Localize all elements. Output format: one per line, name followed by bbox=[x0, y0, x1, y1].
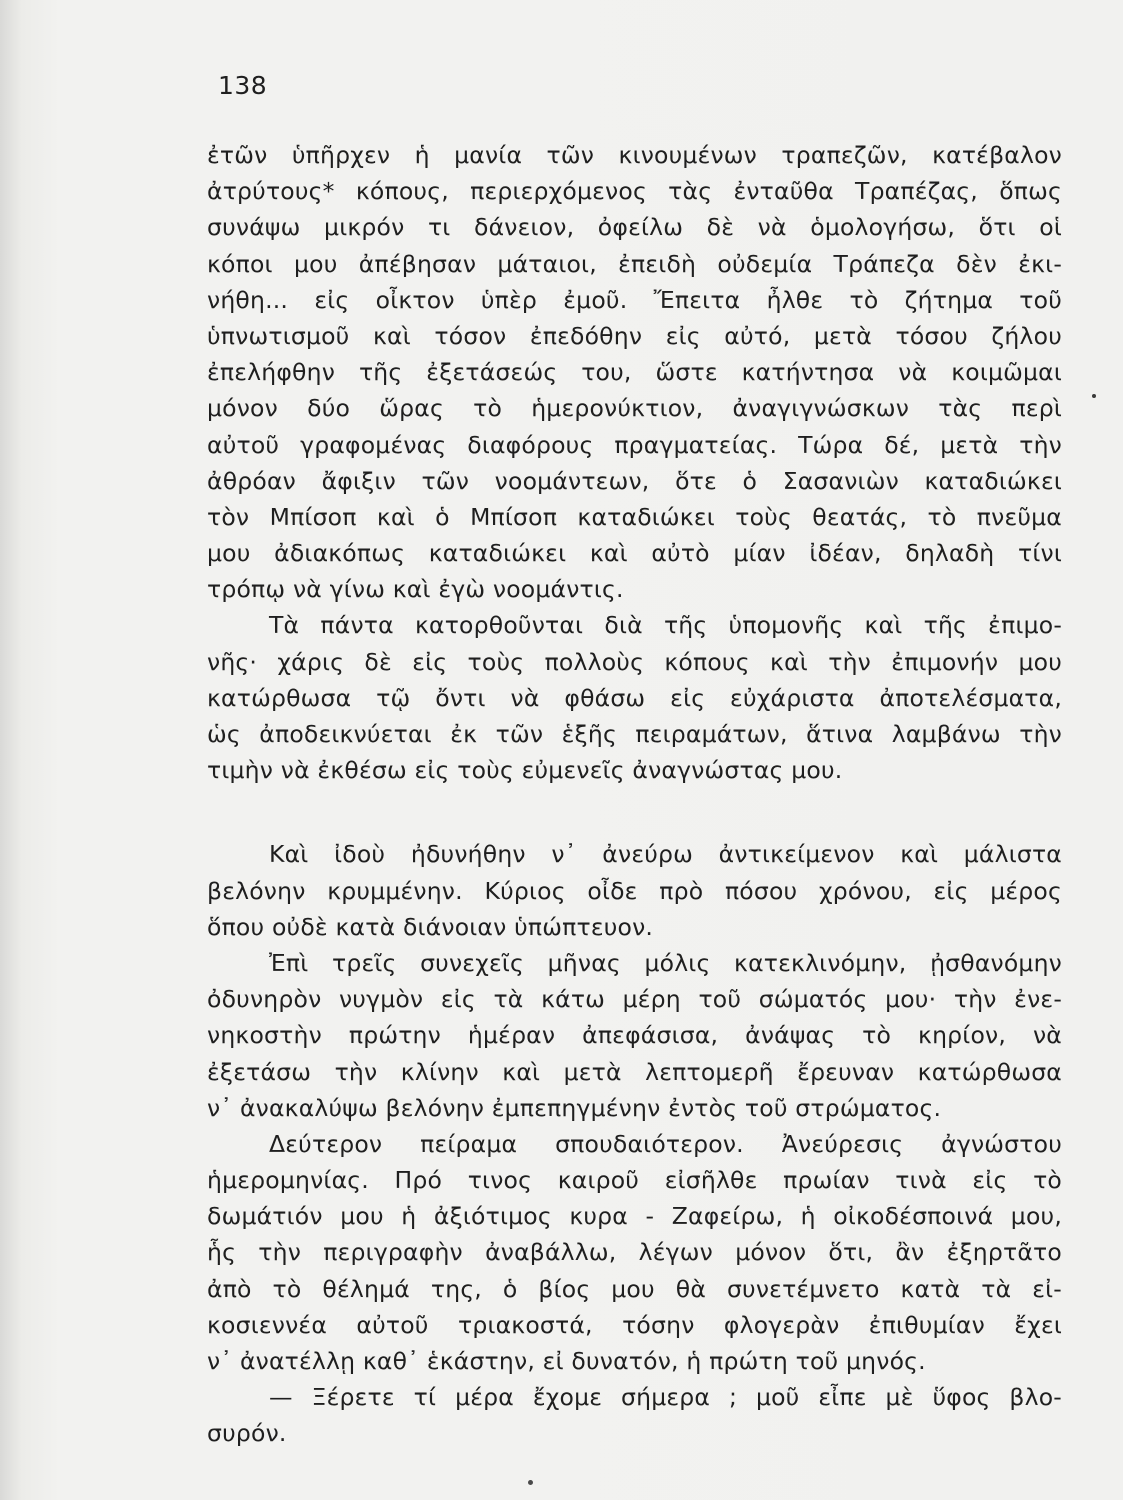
text-line: ἡμερομηνίας. Πρό τινος καιροῦ εἰσῆλθε πρωίαν τινὰ εἰς τὸ bbox=[207, 1166, 1062, 1195]
text-line: Καὶ ἰδοὺ ἠδυνήθην ν᾽ ἀνεύρω ἀντικείμενον καὶ μάλιστα bbox=[269, 840, 1062, 869]
text-line: ὅπου οὐδὲ κατὰ διάνοιαν ὑπώπτευον. bbox=[207, 912, 654, 941]
text-line: ἀθρόαν ἄφιξιν τῶν νοομάντεων, ὅτε ὁ Σασανιὼν καταδιώκει bbox=[207, 466, 1062, 495]
section-gap bbox=[207, 788, 1062, 836]
text-line: ἐξετάσω τὴν κλίνην καὶ μετὰ λεπτομερῆ ἔρευναν κατώρθωσα bbox=[207, 1057, 1062, 1086]
text-line: ὀδυνηρὸν νυγμὸν εἰς τὰ κάτω μέρη τοῦ σώματός μου· τὴν ἐνε- bbox=[207, 985, 1062, 1014]
text-line: κόποι μου ἀπέβησαν μάταιοι, ἐπειδὴ οὐδεμία Τράπεζα δὲν ἐκι- bbox=[207, 249, 1062, 278]
text-line: δωμάτιόν μου ἡ ἀξιότιμος κυρα - Ζαφείρω, ἡ οἰκοδέσποινά μου, bbox=[207, 1202, 1062, 1231]
text-line: Δεύτερον πείραμα σπουδαιότερον. Ἀνεύρεσις ἀγνώστου bbox=[269, 1129, 1062, 1158]
page-number: 138 bbox=[218, 71, 268, 100]
text-line: Ἐπὶ τρεῖς συνεχεῖς μῆνας μόλις κατεκλινόμην, ᾐσθανόμην bbox=[269, 948, 1062, 977]
text-line: συνάψω μικρόν τι δάνειον, ὀφείλω δὲ νὰ ὁμολογήσω, ὅτι οἱ bbox=[207, 213, 1062, 242]
margin-mark bbox=[1092, 394, 1096, 398]
text-line: κατώρθωσα τῷ ὄντι νὰ φθάσω εἰς εὐχάριστα ἀποτελέσματα, bbox=[207, 683, 1062, 712]
text-line: νῆς· χάρις δὲ εἰς τοὺς πολλοὺς κόπους καὶ τὴν ἐπιμονήν μου bbox=[207, 647, 1062, 676]
text-line: ν᾽ ἀνακαλύψω βελόνην ἐμπεπηγμένην ἐντὸς τοῦ στρώματος. bbox=[207, 1093, 942, 1122]
text-line: ν᾽ ἀνατέλλῃ καθ᾽ ἑκάστην, εἰ δυνατόν, ἡ πρώτη τοῦ μηνός. bbox=[207, 1347, 926, 1375]
text-line: ἐτῶν ὑπῆρχεν ἡ μανία τῶν κινουμένων τραπεζῶν, κατέβαλον bbox=[207, 141, 1062, 169]
text-line: τὸν Μπίσοπ καὶ ὁ Μπίσοπ καταδιώκει τοὺς θεατάς, τὸ πνεῦμα bbox=[207, 502, 1062, 531]
footer-mark bbox=[528, 1480, 533, 1485]
text-line: νήθη... εἰς οἶκτον ὑπὲρ ἐμοῦ. Ἔπειτα ἦλθε τὸ ζήτημα τοῦ bbox=[207, 285, 1062, 314]
text-line: μου ἀδιακόπως καταδιώκει καὶ αὐτὸ μίαν ἰδέαν, δηλαδὴ τίνι bbox=[207, 539, 1062, 568]
text-line: ἀτρύτους* κόπους, περιερχόμενος τὰς ἐνταῦθα Τραπέζας, ὅπως bbox=[207, 177, 1062, 206]
text-line: νηκοστὴν πρώτην ἡμέραν ἀπεφάσισα, ἀνάψας τὸ κηρίον, νὰ bbox=[207, 1021, 1062, 1050]
text-line: ἀπὸ τὸ θέλημά της, ὁ βίος μου θὰ συνετέμνετο κατὰ τὰ εἰ- bbox=[207, 1274, 1062, 1303]
text-line: βελόνην κρυμμένην. Κύριος οἶδε πρὸ πόσου χρόνου, εἰς μέρος bbox=[207, 876, 1062, 905]
text-line: κοσιεννέα αὐτοῦ τριακοστά, τόσην φλογερὰν ἐπιθυμίαν ἔχει bbox=[207, 1310, 1062, 1339]
text-line: μόνον δύο ὥρας τὸ ἡμερονύκτιον, ἀναγιγνώσκων τὰς περὶ bbox=[207, 394, 1062, 423]
text-line: ὡς ἀποδεικνύεται ἐκ τῶν ἑξῆς πειραμάτων, ἅτινα λαμβάνω τὴν bbox=[207, 720, 1062, 748]
text-line: ἐπελήφθην τῆς ἐξετάσεώς του, ὥστε κατήντησα νὰ κοιμῶμαι bbox=[207, 358, 1062, 387]
text-line: — Ξέρετε τί μέρα ἔχομε σήμερα ; μοῦ εἶπε μὲ ὕφος βλο- bbox=[269, 1383, 1062, 1412]
text-line: τρόπῳ νὰ γίνω καὶ ἐγὼ νοομάντις. bbox=[207, 575, 624, 604]
text-line: συρόν. bbox=[207, 1419, 287, 1448]
text-line: ὑπνωτισμοῦ καὶ τόσον ἐπεδόθην εἰς αὐτό, μετὰ τόσου ζήλου bbox=[207, 321, 1062, 350]
text-line: Τὰ πάντα κατορθοῦνται διὰ τῆς ὑπομονῆς καὶ τῆς ἐπιμο- bbox=[269, 611, 1062, 640]
text-line: τιμὴν νὰ ἐκθέσω εἰς τοὺς εὐμενεῖς ἀναγνώστας μου. bbox=[207, 756, 843, 785]
body-text bbox=[207, 137, 1062, 1452]
text-line: αὐτοῦ γραφομένας διαφόρους πραγματείας. Τώρα δέ, μετὰ τὴν bbox=[207, 430, 1062, 459]
text-line: ἧς τὴν περιγραφὴν ἀναβάλλω, λέγων μόνον ὅτι, ἂν ἐξηρτᾶτο bbox=[207, 1238, 1062, 1267]
